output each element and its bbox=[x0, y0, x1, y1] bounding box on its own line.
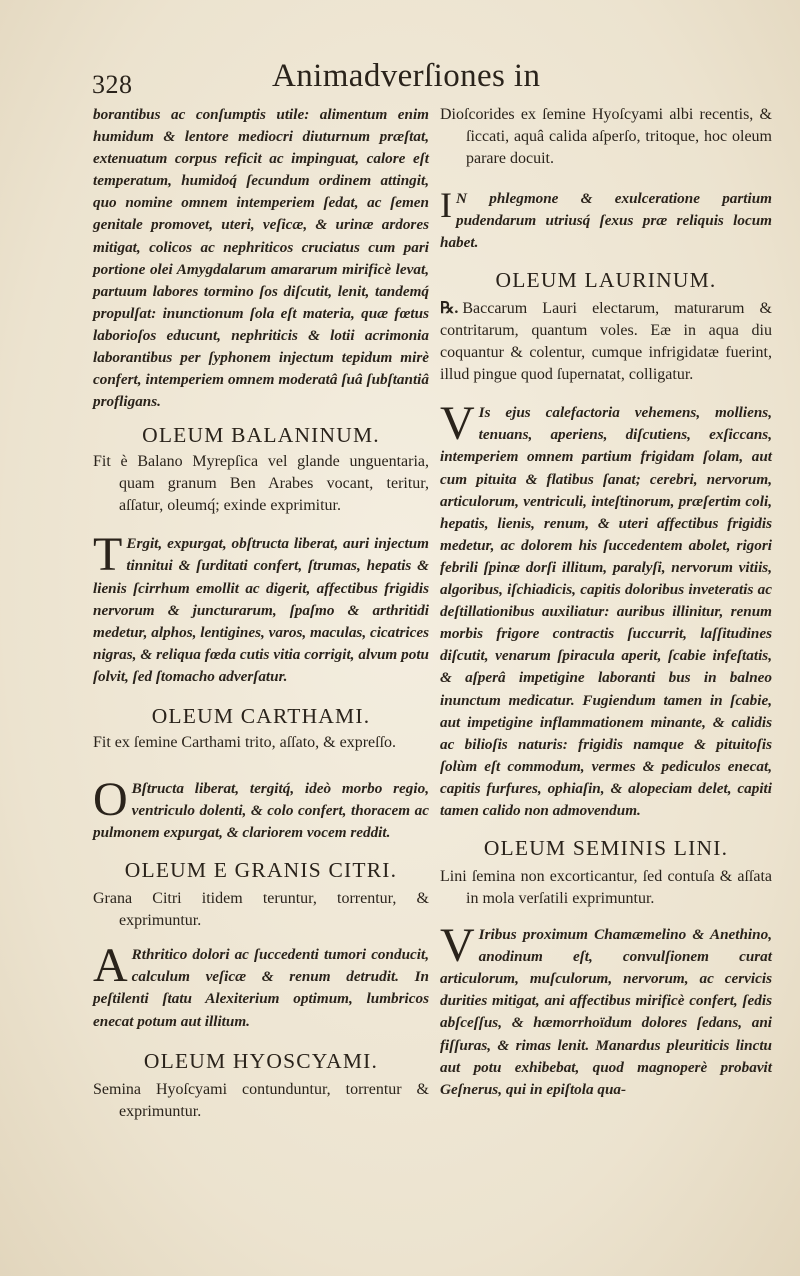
paragraph-balaninum-recipe: Fit è Balano Myrepſica vel glande unguentaria, quam granum Ben Arabes vocant, teritur, aſſatur, oleumq́; exinde exprimitur. bbox=[93, 453, 429, 515]
drop-cap: V bbox=[440, 397, 475, 451]
heading-oleum-carthami: OLEUM CARTHAMI. bbox=[151, 703, 371, 728]
heading-oleum-seminis-lini: OLEUM SEMINIS LINI. bbox=[483, 836, 729, 861]
paragraph-carthami-virtues bbox=[93, 772, 429, 844]
heading-oleum-hyoscyami: OLEUM HYOSCYAMI. bbox=[143, 1048, 379, 1073]
heading-oleum-e-granis-citri: OLEUM E GRANIS CITRI. bbox=[124, 858, 398, 883]
right-column bbox=[440, 100, 772, 1101]
paragraph-hyoscyami-virtues bbox=[440, 185, 772, 254]
paragraph-lini-virtues bbox=[440, 919, 772, 1101]
paragraph-text: Rthritico dolori ac ſuccedenti tumori conducit, calculum veſicæ & renum detrudit. In peſtilenti ſtatu Alexiterium optimum, lumbricos enecat potum aut illitum. bbox=[93, 946, 429, 1030]
paragraph-laurinum-virtues bbox=[440, 397, 772, 822]
running-head: Animadverſiones in bbox=[272, 58, 541, 94]
paragraph-text: Bſtructa liberat, tergitq́, ideò morbo regio, ventriculo dolenti, & colo confert, thoracem ac pulmonem expurgat, & clariorem vocem reddit. bbox=[93, 779, 429, 842]
paragraph-balaninum-virtues bbox=[93, 528, 429, 688]
drop-cap: O bbox=[93, 772, 128, 826]
paragraph-text: N phlegmone & exulceratione partium pudendarum utriusq́ ſexus præ reliquis locum habet. bbox=[440, 190, 772, 252]
paragraph-continuation: borantibus ac conſumptis utile: alimentum enim humidum & lentore mediocri diuturnum præſtat, extenuatum corpus reficit ac impinguat, calore eſt temperatum, humidoq́ ſecundum ordinem attingit, quo nomine omnem intemperiem ſedat, ac ſemen genitale promovet, uteri, veſicæ, & urinæ ardores mitigat, colicos ac nephriticos cruciatus cum pari portione olei Amygdalarum amararum mirificè levat, partuum labores tormino ſos diſcutit, lenit, tandemq́ propulſat: inunctionum ſola eſt materia, quæ fœtus laborioſos educunt, nephriticis & lotii acrimonia laborantibus per ſyphonem injectum tepidum mirè confert, intemperiem omnem moderatâ ſuâ ſubſtantiâ profligans. bbox=[93, 106, 429, 411]
paragraph-hyoscyami-recipe: Semina Hyoſcyami contunduntur, torrentur & exprimuntur. bbox=[93, 1080, 429, 1120]
left-column bbox=[93, 100, 429, 1123]
drop-cap: I bbox=[440, 185, 452, 225]
heading-oleum-laurinum: OLEUM LAURINUM. bbox=[495, 268, 717, 293]
paragraph-citri-recipe: Grana Citri itidem teruntur, torrentur, & exprimuntur. bbox=[93, 890, 429, 930]
paragraph-text: Is ejus calefactoria vehemens, molliens, tenuans, aperiens, diſcutiens, exſiccans, intemperiem omnem partium frigidam ſolam, aut cum pituita & flatibus ſanat; cerebri, nervorum, articulorum, ventriculi, inteſtinorum, præſertim coli, hepatis, lienis, renum, & uteri affectibus frigidis medetur, ac dolorem his ſuccedentem abolet, rigori febrili ſpinæ dorſi illitum, paralyſi, nervorum vitiis, algoribus, iſchiadicis, capitis doloribus inveteratis ac deſtillationibus auxiliatur: auribus illinitur, renum morbis frigore contractis ſuccurrit, laſſitudines diſcutit, venarum ſpiracula aperit, ſcabie infeſtatis, & aſperâ impetigine laboranti bus in balneo inunctum medicatur. Fugiendum tamen in ſcabie, aut impetigine inflammationem minante, & calidis ac bilioſis naturis: frigidis namque & pituitoſis ſolùm eſt commodum, vermes & pediculos enecat, capitis furfures, ophiaſin, & alopeciam delet, capiti tamen calido non admovendum. bbox=[440, 404, 772, 819]
paragraph-carthami-recipe: Fit ex ſemine Carthami trito, aſſato, & expreſſo. bbox=[93, 733, 397, 751]
paragraph-lini-recipe: Lini ſemina non excorticantur, ſed contuſa & aſſata in mola verſatili exprimuntur. bbox=[440, 868, 772, 908]
paragraph-laurinum-recipe bbox=[440, 298, 772, 386]
drop-cap: A bbox=[93, 939, 128, 993]
paragraph-text: Iribus proximum Chamæmelino & Anethino, anodinum eſt, convulſionem curat articulorum, muſculorum, nervorum, ac cervicis durities mitigat, ani affectibus mirificè confert, ſedis abſceſſus, & hæmorrhoïdum dolores ſedans, ani fiſſuras, & rimas lenit. Manardus pleuriticis linctu aut potu exhibebat, quod magnoperè probavit Geſnerus, qui in epiſtola qua- bbox=[440, 926, 772, 1098]
recipe-symbol: ℞. bbox=[440, 300, 459, 318]
heading-oleum-balaninum: OLEUM BALANINUM. bbox=[142, 423, 380, 448]
paragraph-text: Baccarum Lauri electarum, maturarum & contritarum, quantum voles. Eæ in aqua diu coquantur & colentur, cumque infrigidatæ fuerint, illud pingue quod ſupernatat, colligatur. bbox=[440, 300, 772, 384]
drop-cap: V bbox=[440, 919, 475, 973]
drop-cap: T bbox=[93, 528, 123, 582]
paragraph-text: Ergit, expurgat, obſtructa liberat, auri injectum tinnitui & ſurditati confert, ſtrumas, hepatis & lienis ſcirrhum emollit ac digerit, affectibus frigidis nervorum & juncturarum, ſpaſmo & arthritidi medetur, alphos, lentigines, varos, maculas, cicatrices nigras, & reliqua fœda cutis vitia corrigit, alvum potu ſolvit, ſed ſtomacho adverſatur. bbox=[93, 535, 429, 685]
page-number: 328 bbox=[92, 70, 133, 99]
paragraph-dioscorides: Dioſcorides ex ſemine Hyoſcyami albi recentis, & ſiccati, aquâ calida aſperſo, tritoque, hoc oleum parare docuit. bbox=[440, 106, 772, 167]
paragraph-citri-virtues bbox=[93, 939, 429, 1032]
